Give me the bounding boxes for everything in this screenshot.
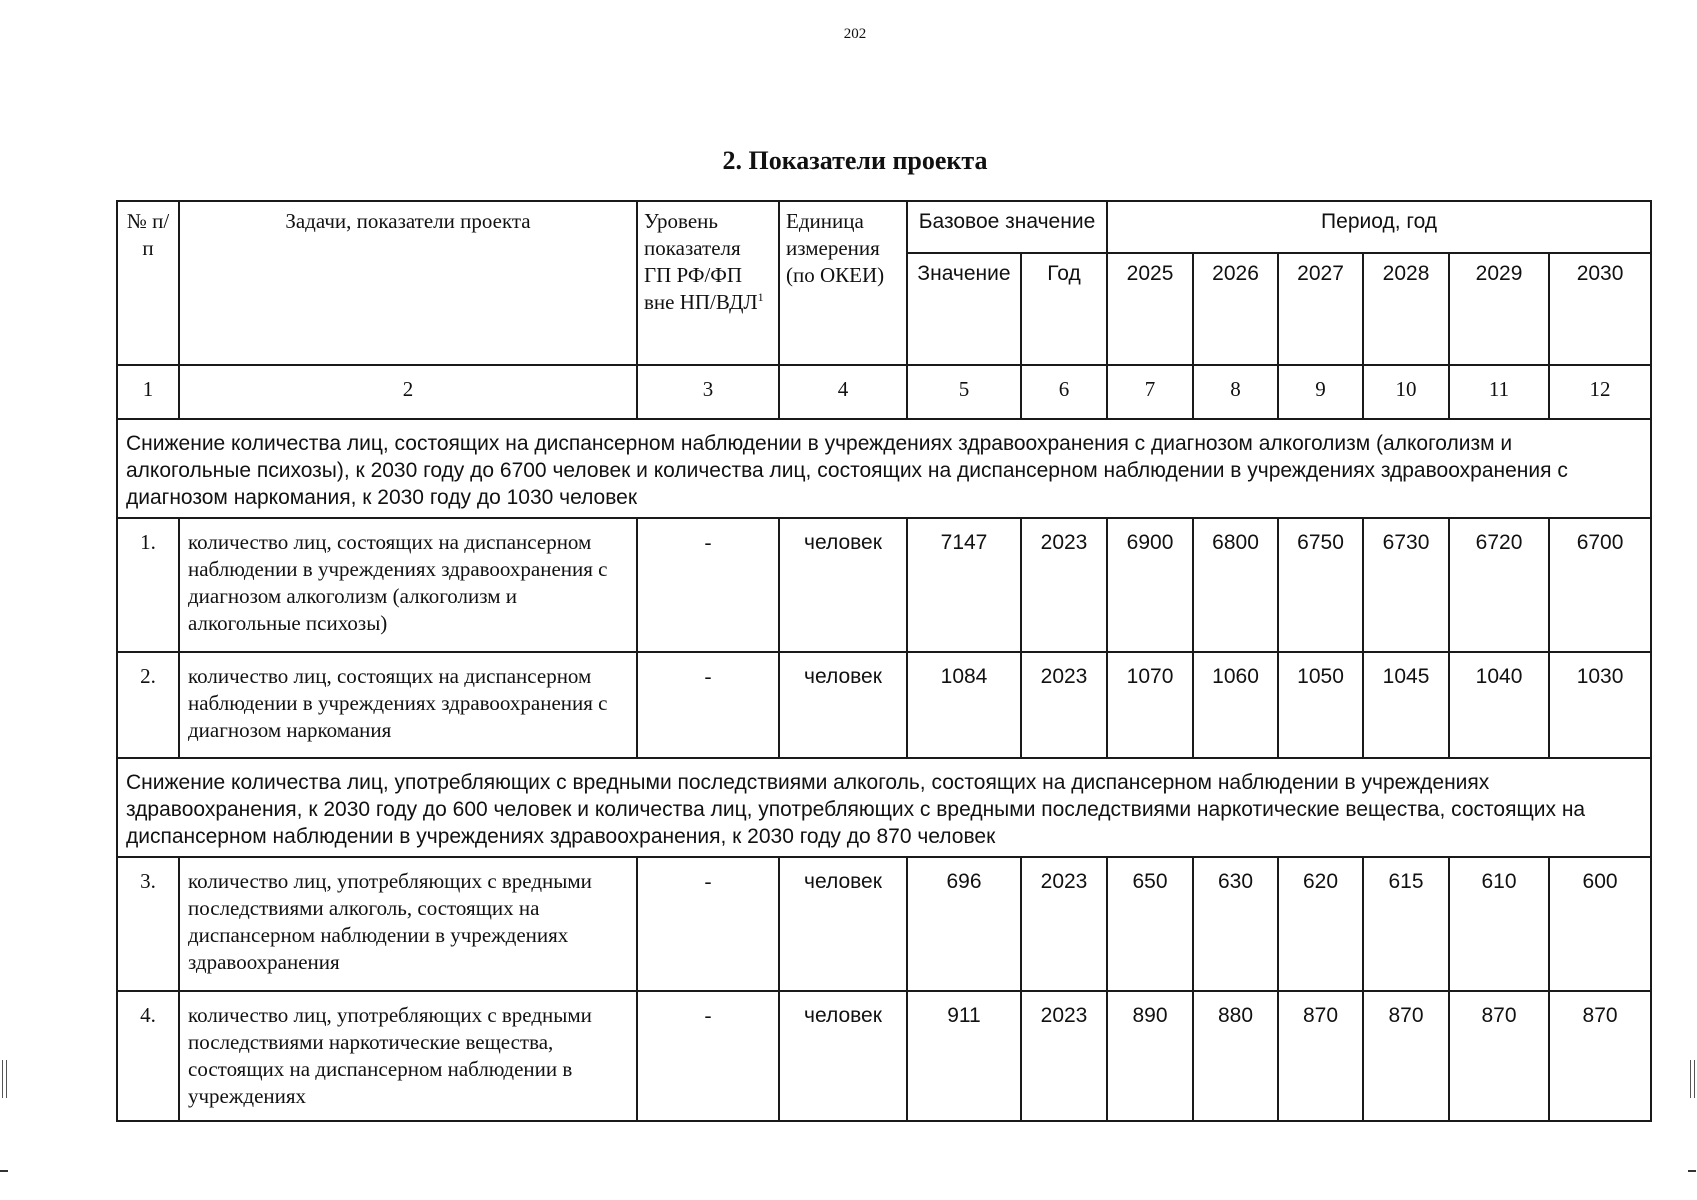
header-year: 2028 — [1363, 253, 1449, 365]
column-number: 1 — [117, 365, 179, 419]
indicator-base-year: 2023 — [1021, 857, 1107, 991]
header-base: Базовое значение — [907, 201, 1107, 253]
table-row — [117, 652, 1651, 758]
indicator-value: 610 — [1449, 857, 1549, 991]
column-number: 8 — [1193, 365, 1278, 419]
column-number: 3 — [637, 365, 779, 419]
scan-edge-mark — [1688, 1170, 1696, 1172]
indicator-level: - — [637, 518, 779, 652]
table-header — [117, 201, 1651, 365]
indicator-base-value: 696 — [907, 857, 1021, 991]
indicator-value: 890 — [1107, 991, 1193, 1121]
indicator-value: 1030 — [1549, 652, 1651, 758]
indicator-value: 6700 — [1549, 518, 1651, 652]
column-number: 9 — [1278, 365, 1363, 419]
column-number: 4 — [779, 365, 907, 419]
indicator-num: 4. — [117, 991, 179, 1121]
indicator-num: 3. — [117, 857, 179, 991]
column-number: 10 — [1363, 365, 1449, 419]
indicator-base-value: 911 — [907, 991, 1021, 1121]
header-year: 2029 — [1449, 253, 1549, 365]
header-unit: Единица измерения (по ОКЕИ) — [779, 201, 907, 365]
scan-edge-mark — [2, 1060, 7, 1098]
scan-edge-mark — [1690, 1060, 1695, 1098]
indicator-value: 615 — [1363, 857, 1449, 991]
indicator-unit: человек — [779, 857, 907, 991]
scan-edge-mark — [0, 1170, 8, 1172]
indicator-name: количество лиц, состоящих на диспансерном наблюдении в учреждениях здравоохранения с диагнозом наркомания — [179, 652, 637, 758]
header-year: 2025 — [1107, 253, 1193, 365]
table-row — [117, 857, 1651, 991]
column-number: 11 — [1449, 365, 1549, 419]
goal-row — [117, 758, 1651, 857]
page-number: 202 — [843, 26, 867, 42]
column-number: 12 — [1549, 365, 1651, 419]
indicator-value: 870 — [1278, 991, 1363, 1121]
indicator-base-year: 2023 — [1021, 991, 1107, 1121]
header-year: 2027 — [1278, 253, 1363, 365]
indicator-value: 1070 — [1107, 652, 1193, 758]
indicator-value: 6750 — [1278, 518, 1363, 652]
section-title: 2. Показатели проекта — [722, 146, 988, 175]
header-base-year: Год — [1021, 253, 1107, 365]
indicator-level: - — [637, 652, 779, 758]
column-number: 6 — [1021, 365, 1107, 419]
indicator-level: - — [637, 857, 779, 991]
indicator-base-value: 7147 — [907, 518, 1021, 652]
indicator-name: количество лиц, употребляющих с вредными последствиями алкоголь, состоящих на диспансерном наблюдении в учреждениях здравоохранения — [179, 857, 637, 991]
header-base-value: Значение — [907, 253, 1021, 365]
indicator-base-year: 2023 — [1021, 518, 1107, 652]
indicator-value: 630 — [1193, 857, 1278, 991]
indicator-value: 1040 — [1449, 652, 1549, 758]
table-row — [117, 518, 1651, 652]
goal-text: Снижение количества лиц, употребляющих с вредными последствиями алкоголь, состоящих на диспансерном наблюдении в учреждениях здравоохранения, к 2030 году до 600 человек и количества лиц, употребляющих с вредными последствиями наркотические вещества, состоящих на диспансерном наблюдении в учреждениях здравоохранения, к 2030 году до 870 человек — [117, 758, 1651, 857]
indicator-unit: человек — [779, 991, 907, 1121]
indicator-value: 1045 — [1363, 652, 1449, 758]
header-num: № п/п — [117, 201, 179, 365]
header-year: 2030 — [1549, 253, 1651, 365]
indicators-table — [116, 200, 1652, 1122]
header-level-footnote: 1 — [757, 290, 764, 304]
indicator-value: 6730 — [1363, 518, 1449, 652]
indicator-value: 6900 — [1107, 518, 1193, 652]
indicator-name: количество лиц, состоящих на диспансерном наблюдении в учреждениях здравоохранения с диагнозом алкоголизм (алкоголизм и алкогольные психозы) — [179, 518, 637, 652]
table-body — [117, 365, 1651, 1121]
header-level — [637, 201, 779, 365]
indicator-value: 870 — [1549, 991, 1651, 1121]
indicator-value: 1050 — [1278, 652, 1363, 758]
header-task: Задачи, показатели проекта — [179, 201, 637, 365]
indicator-base-year: 2023 — [1021, 652, 1107, 758]
indicator-level: - — [637, 991, 779, 1121]
column-number: 5 — [907, 365, 1021, 419]
indicator-value: 600 — [1549, 857, 1651, 991]
indicator-num: 2. — [117, 652, 179, 758]
goal-text: Снижение количества лиц, состоящих на диспансерном наблюдении в учреждениях здравоохранения с диагнозом алкоголизм (алкоголизм и алкогольные психозы), к 2030 году до 6700 человек и количества лиц, состоящих на диспансерном наблюдении в учреждениях здравоохранения с диагнозом наркомания, к 2030 году до 1030 человек — [117, 419, 1651, 518]
indicator-num: 1. — [117, 518, 179, 652]
indicator-value: 880 — [1193, 991, 1278, 1121]
indicator-value: 870 — [1449, 991, 1549, 1121]
indicator-base-value: 1084 — [907, 652, 1021, 758]
indicator-value: 650 — [1107, 857, 1193, 991]
indicator-value: 6800 — [1193, 518, 1278, 652]
goal-row — [117, 419, 1651, 518]
indicator-name: количество лиц, употребляющих с вредными последствиями наркотические вещества, состоящих на диспансерном наблюдении в учреждениях — [179, 991, 637, 1121]
indicator-unit: человек — [779, 652, 907, 758]
column-number: 7 — [1107, 365, 1193, 419]
column-number: 2 — [179, 365, 637, 419]
column-numbers-row — [117, 365, 1651, 419]
indicator-unit: человек — [779, 518, 907, 652]
indicator-value: 870 — [1363, 991, 1449, 1121]
table-row — [117, 991, 1651, 1121]
indicator-value: 1060 — [1193, 652, 1278, 758]
header-year: 2026 — [1193, 253, 1278, 365]
indicator-value: 6720 — [1449, 518, 1549, 652]
header-level-text: Уровень показателя ГП РФ/ФП вне НП/ВДЛ — [644, 209, 758, 314]
header-period: Период, год — [1107, 201, 1651, 253]
indicator-value: 620 — [1278, 857, 1363, 991]
